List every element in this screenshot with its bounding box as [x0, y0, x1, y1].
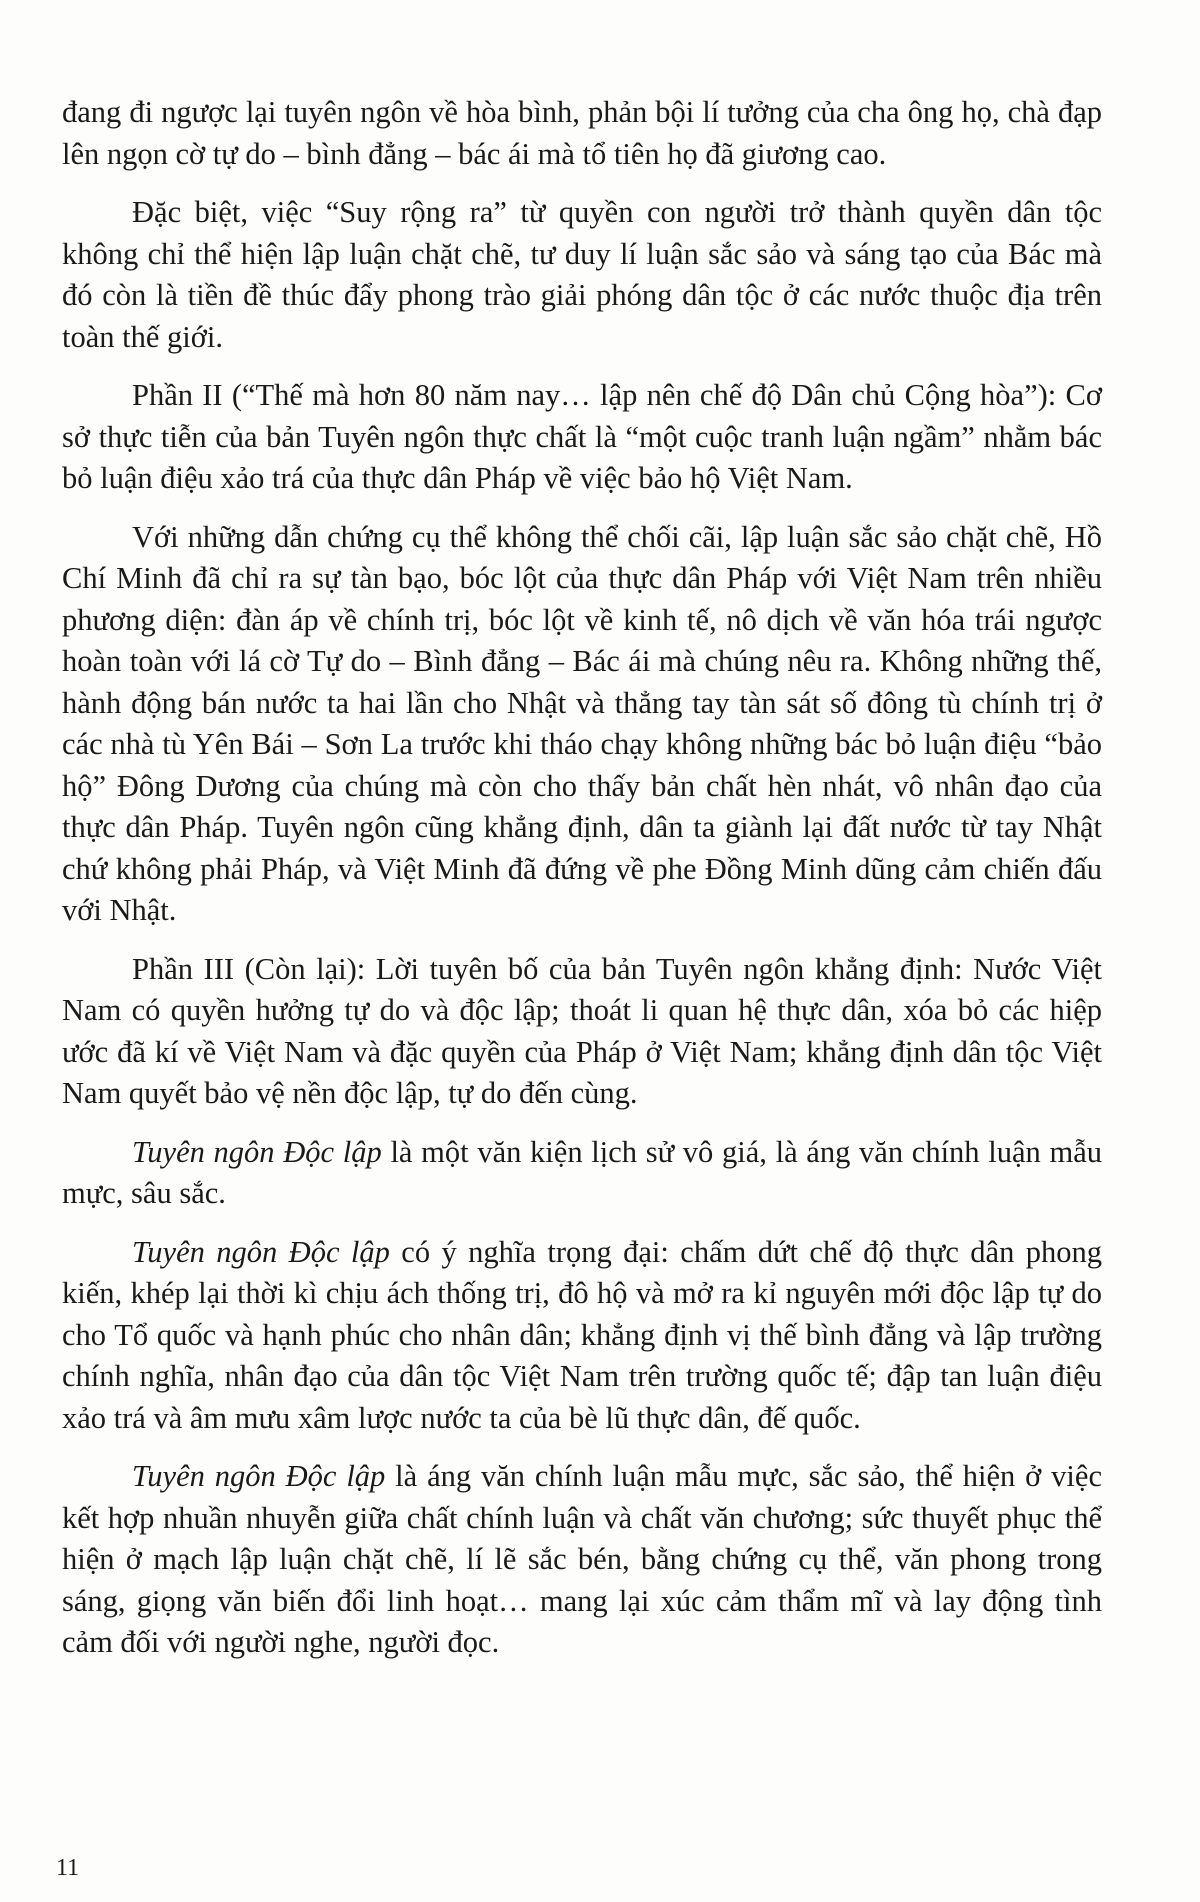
paragraph-7	[62, 1232, 1102, 1440]
paragraph-4-text: Với những dẫn chứng cụ thể không thể chối cãi, lập luận sắc sảo chặt chẽ, Hồ Chí Minh đã chỉ ra sự tàn bạo, bóc lột của thực dân Pháp với Việt Nam trên nhiều phương diện: đàn áp về chính trị, bóc lột về kinh tế, nô dịch về văn hóa trái ngược hoàn toàn với lá cờ Tự do – Bình đẳng – Bác ái mà chúng nêu ra. Không những thế, hành động bán nước ta hai lần cho Nhật và thẳng tay tàn sát số đông tù chính trị ở các nhà tù Yên Bái – Sơn La trước khi tháo chạy không những bác bỏ luận điệu “bảo hộ” Đông Dương của chúng mà còn cho thấy bản chất hèn nhát, vô nhân đạo của thực dân Pháp. Tuyên ngôn cũng khẳng định, dân ta giành lại đất nước từ tay Nhật chứ không phải Pháp, và Việt Minh đã đứng về phe Đồng Minh dũng cảm chiến đấu với Nhật.	[62, 519, 1102, 927]
paragraph-8-title: Tuyên ngôn Độc lập	[132, 1459, 386, 1493]
paragraph-6	[62, 1132, 1102, 1215]
paragraph-5	[62, 949, 1102, 1115]
paragraph-2-text: Đặc biệt, việc “Suy rộng ra” từ quyền con người trở thành quyền dân tộc không chỉ thể hiện lập luận chặt chẽ, tư duy lí luận sắc sảo và sáng tạo của Bác mà đó còn là tiền đề thúc đẩy phong trào giải phóng dân tộc ở các nước thuộc địa trên toàn thế giới.	[62, 195, 1102, 354]
paragraph-7-title: Tuyên ngôn Độc lập	[132, 1234, 390, 1269]
paragraph-3	[62, 375, 1102, 500]
paragraph-6-title: Tuyên ngôn Độc lập	[132, 1134, 382, 1169]
paragraph-8	[62, 1456, 1102, 1664]
paragraph-8-text: là áng văn chính luận mẫu mực, sắc sảo, thể hiện ở việc kết hợp nhuần nhuyễn giữa chất chính luận và chất văn chương; sức thuyết phục thể hiện ở mạch lập luận chặt chẽ, lí lẽ sắc bén, bằng chứng cụ thể, văn phong trong sáng, giọng văn biến đổi linh hoạt… mang lại xúc cảm thẩm mĩ và lay động tình cảm đối với người nghe, người đọc.	[62, 1459, 1102, 1659]
paragraph-6-text: là một văn kiện lịch sử vô giá, là áng văn chính luận mẫu mực, sâu sắc.	[62, 1134, 1102, 1210]
paragraph-7-text: có ý nghĩa trọng đại: chấm dứt chế độ thực dân phong kiến, khép lại thời kì chịu ách thống trị, đô hộ và mở ra kỉ nguyên mới độc lập tự do cho Tổ quốc và hạnh phúc cho nhân dân; khẳng định vị thế bình đẳng và lập trường chính nghĩa, nhân đạo của dân tộc Việt Nam trên trường quốc tế; đập tan luận điệu xảo trá và âm mưu xâm lược nước ta của bè lũ thực dân, đế quốc.	[62, 1234, 1102, 1435]
paragraph-1	[62, 92, 1102, 175]
paragraph-5-text: Phần III (Còn lại): Lời tuyên bố của bản Tuyên ngôn khẳng định: Nước Việt Nam có quyền hưởng tự do và độc lập; thoát li quan hệ thực dân, xóa bỏ các hiệp ước đã kí về Việt Nam và đặc quyền của Pháp ở Việt Nam; khẳng định dân tộc Việt Nam quyết bảo vệ nền độc lập, tự do đến cùng.	[62, 951, 1102, 1110]
paragraph-3-text: Phần II (“Thế mà hơn 80 năm nay… lập nên chế độ Dân chủ Cộng hòa”): Cơ sở thực tiễn của bản Tuyên ngôn thực chất là “một cuộc tranh luận ngầm” nhằm bác bỏ luận điệu xảo trá của thực dân Pháp về việc bảo hộ Việt Nam.	[62, 378, 1102, 495]
page-number: 11	[56, 1855, 80, 1881]
paragraph-4	[62, 517, 1102, 932]
body-text	[62, 92, 1102, 1681]
paragraph-2	[62, 192, 1102, 358]
paragraph-1-text: đang đi ngược lại tuyên ngôn về hòa bình, phản bội lí tưởng của cha ông họ, chà đạp lên ngọn cờ tự do – bình đẳng – bác ái mà tổ tiên họ đã giương cao.	[62, 95, 1102, 171]
